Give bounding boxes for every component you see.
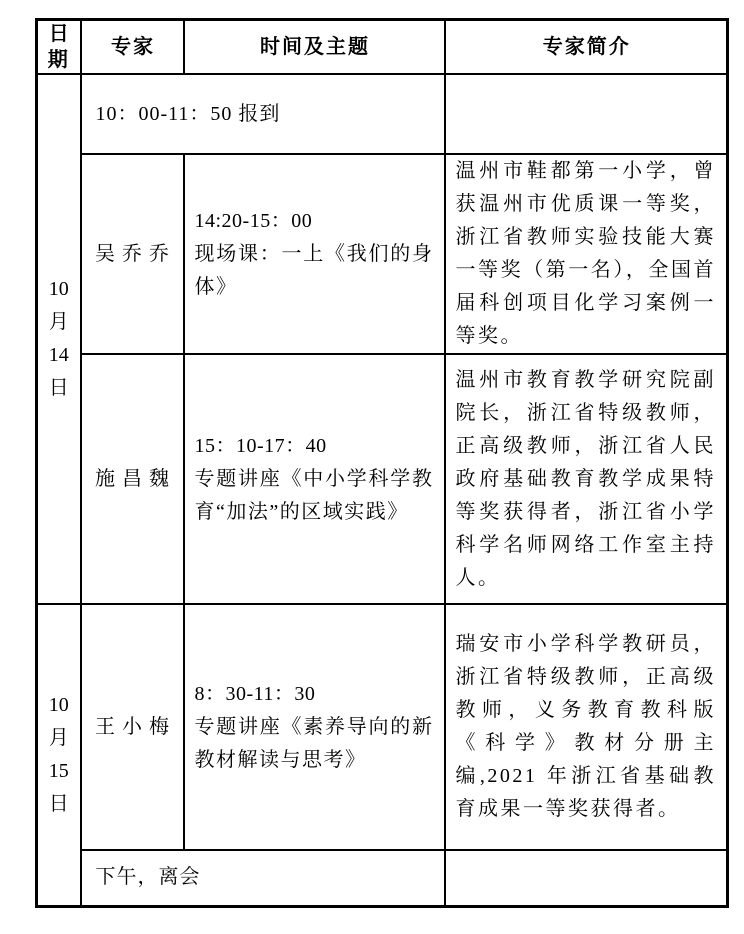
session-time: 15：10-17：40 <box>194 434 327 457</box>
header-expert: 专家 <box>81 20 184 75</box>
table-row-checkin <box>37 74 728 154</box>
header-date: 日期 <box>37 20 81 75</box>
profile-cell-wangxiaomei: 瑞安市小学科学教研员，浙江省特级教师，正高级教师，义务教育教科版《科学》教材分册主编,2021 年浙江省基础教育成果一等奖获得者。 <box>445 604 728 850</box>
profile-cell-shichangwei: 温州市教育教学研究院副院长，浙江省特级教师，正高级教师，浙江省人民政府基础教育教学成果特等奖获得者，浙江省小学科学名师网络工作室主持人。 <box>445 354 728 604</box>
schedule-table <box>35 18 729 908</box>
time-topic-cell-shichangwei <box>184 354 445 604</box>
profile-cell-wuqiaoqiao: 温州市鞋都第一小学，曾获温州市优质课一等奖，浙江省教师实验技能大赛一等奖（第一名），全国首届科创项目化学习案例一等奖。 <box>445 154 728 354</box>
profile-cell-empty-checkin <box>445 74 728 154</box>
profile-cell-empty-leave <box>445 850 728 906</box>
table-row-shichangwei <box>37 354 728 604</box>
date-cell-oct15: 10月15日 <box>37 604 81 906</box>
session-topic: 专题讲座《中小学科学教育“加法”的区域实践》 <box>194 467 434 523</box>
session-time: 8：30-11：30 <box>194 682 316 705</box>
session-topic: 现场课：一上《我们的身体》 <box>194 242 434 298</box>
time-topic-cell-wuqiaoqiao <box>184 154 445 354</box>
header-profile: 专家简介 <box>445 20 728 75</box>
date-cell-oct14: 10月14日 <box>37 74 81 604</box>
expert-cell-wangxiaomei: 王小梅 <box>81 604 184 850</box>
table-row-wuqiaoqiao <box>37 154 728 354</box>
table-header-row <box>37 20 728 75</box>
session-topic: 专题讲座《素养导向的新教材解读与思考》 <box>194 715 434 771</box>
checkin-cell: 10：00-11：50 报到 <box>81 74 445 154</box>
session-time: 14:20-15：00 <box>194 209 313 232</box>
time-topic-cell-wangxiaomei <box>184 604 445 850</box>
table-row-wangxiaomei <box>37 604 728 850</box>
header-time-topic: 时间及主题 <box>184 20 445 75</box>
expert-cell-wuqiaoqiao: 吴乔乔 <box>81 154 184 354</box>
table-row-leave <box>37 850 728 906</box>
expert-cell-shichangwei: 施昌魏 <box>81 354 184 604</box>
leave-cell: 下午，离会 <box>81 850 445 906</box>
